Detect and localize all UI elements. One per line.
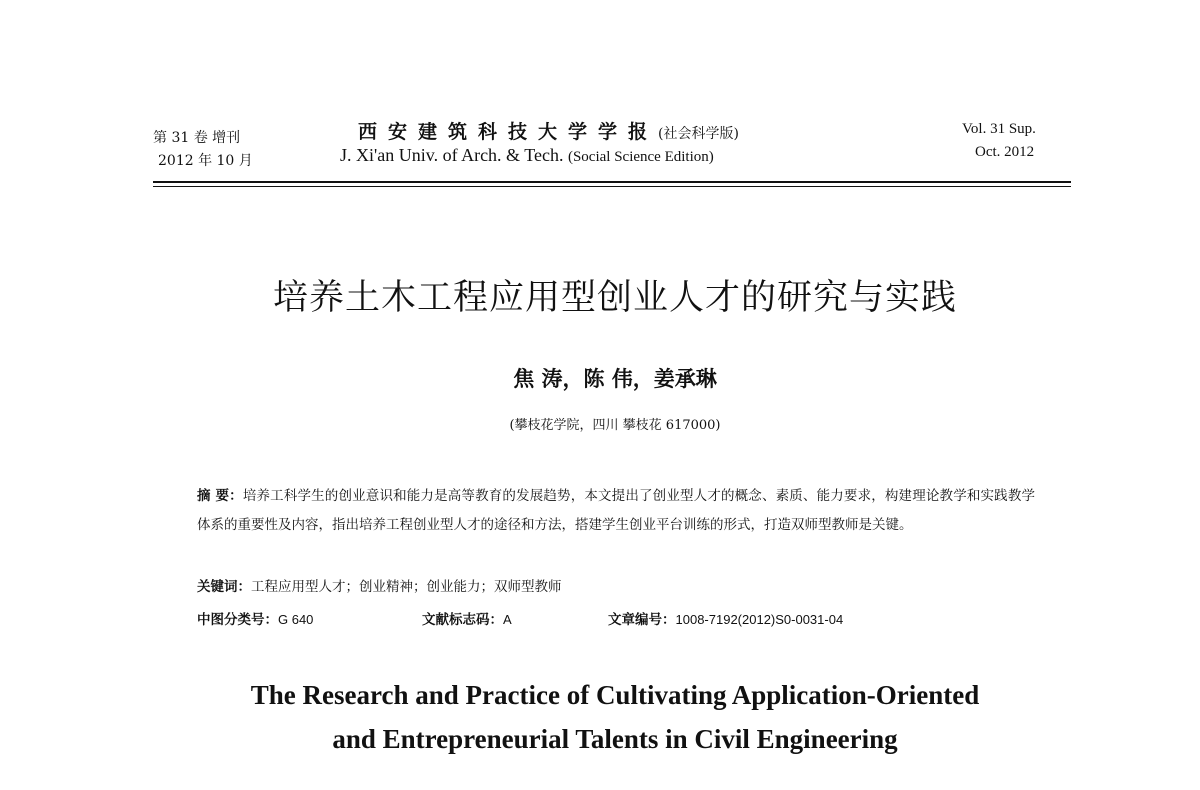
- header-rule-thick: [153, 181, 1071, 183]
- journal-edition-cn: (社会科学版): [658, 126, 739, 142]
- article-title-cn: 培养土木工程应用型创业人才的研究与实践: [272, 278, 957, 318]
- classification-label: 中图分类号：: [197, 612, 278, 628]
- keywords-text: 工程应用型人才；创业精神；创业能力；双师型教师: [251, 579, 562, 595]
- keywords: [197, 575, 562, 595]
- keywords-label: 关键词：: [197, 579, 251, 595]
- journal-title-en: [340, 145, 714, 166]
- volume-info-en: Vol. 31 Sup.: [962, 121, 1036, 137]
- classification-number: [197, 608, 313, 628]
- header-rule-thin: [153, 186, 1071, 187]
- journal-name-en: J. Xi'an Univ. of Arch. & Tech.: [340, 145, 564, 165]
- journal-edition-en: (Social Science Edition): [567, 149, 714, 165]
- doc-code-label: 文献标志码：: [422, 612, 503, 628]
- abstract-label: 摘 要：: [197, 488, 243, 504]
- classification-value: G 640: [278, 612, 314, 627]
- title-en-line2: and Entrepreneurial Talents in Civil Engineering: [332, 724, 898, 754]
- article-no-value: 1008-7192(2012)S0-0031-04: [675, 612, 844, 627]
- journal-name-cn: 西安建筑科技大学学报: [358, 121, 659, 143]
- abstract: [197, 482, 1035, 540]
- article-title-en: [0, 673, 1200, 761]
- volume-info-cn: 第 31 卷 增刊: [153, 130, 241, 146]
- document-code: [422, 608, 512, 628]
- journal-title-cn: [358, 117, 739, 144]
- affiliation: (攀枝花学院，四川 攀枝花 617000): [509, 418, 721, 433]
- article-no-label: 文章编号：: [608, 612, 676, 628]
- author-list: 焦 涛，陈 伟，姜承琳: [513, 366, 717, 391]
- issue-date-en: Oct. 2012: [975, 144, 1035, 160]
- title-en-line1: The Research and Practice of Cultivating Application-Oriented: [250, 680, 980, 710]
- issue-date-cn: 2012 年 10 月: [158, 153, 253, 169]
- doc-code-value: A: [503, 612, 512, 627]
- article-number: [608, 608, 843, 628]
- abstract-text: 培养工科学生的创业意识和能力是高等教育的发展趋势，本文提出了创业型人才的概念、素质、能力要求，构建理论教学和实践教学体系的重要性及内容，指出培养工程创业型人才的途径和方法，搭建学生创业平台训练的形式，打造双师型教师是关键。: [197, 488, 1035, 533]
